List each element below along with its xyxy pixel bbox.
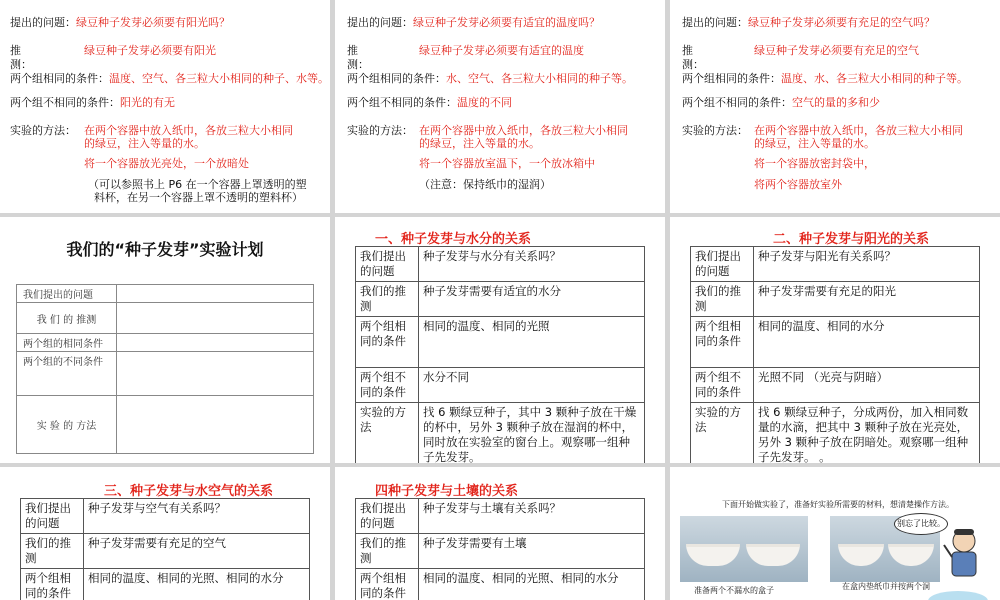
guess-text: 绿豆种子发芽必须要有阳光: [84, 44, 216, 57]
relation-table: [355, 246, 645, 463]
slide-water-relation: [335, 217, 665, 463]
question-row: 提出的问题：绿豆种子发芽必须要有充足的空气吗？: [682, 16, 935, 29]
plan-title: 我们的“种子发芽”实验计划: [66, 240, 264, 259]
row-value: 种子发芽需要有充足的阳光: [754, 282, 980, 317]
bowl-left: [838, 544, 884, 566]
row-label: 我们的推测: [356, 534, 419, 569]
relation-table: [355, 498, 645, 600]
relation-table: [20, 498, 310, 600]
row-label: 我们提出的问题: [691, 247, 754, 282]
plan-row-value: [117, 396, 314, 454]
row-value: 水分不同: [419, 368, 645, 403]
method-line-3: 将一个容器放光亮处，一个放暗处: [84, 157, 249, 170]
row-value: 种子发芽与空气有关系吗？: [84, 499, 310, 534]
row-label: 两个组相同的条件: [356, 569, 419, 600]
method-label: 实验的方法：: [682, 124, 748, 137]
method-line-1: 在两个容器中放入纸巾，各放三粒大小相同: [419, 124, 628, 137]
row-value: 相同的温度、相同的光照: [419, 317, 645, 368]
guess-label: 推测：: [347, 44, 369, 71]
row-value: 相同的温度、相同的光照、相同的水分: [84, 569, 310, 600]
row-label: 我们提出的问题: [356, 499, 419, 534]
method-line-1: 在两个容器中放入纸巾，各放三粒大小相同: [84, 124, 293, 137]
plan-row-value: [117, 285, 314, 303]
row-label: 实验的方法: [356, 403, 419, 464]
method-line-2: 的绿豆，注入等量的水。: [754, 137, 875, 150]
row-label: 实验的方法: [691, 403, 754, 464]
plan-row-label: 两个组的相同条件: [17, 334, 117, 352]
row-label: 我们提出的问题: [21, 499, 84, 534]
question-row: 提出的问题：绿豆种子发芽必须要有适宜的温度吗？: [347, 16, 600, 29]
method-line-2: 的绿豆，注入等量的水。: [84, 137, 205, 150]
diff-row: 两个组不相同的条件：阳光的有无: [10, 96, 175, 109]
row-label: 我们的推测: [21, 534, 84, 569]
water-shape: [928, 591, 988, 600]
row-value: 找 6 颗绿豆种子，分成两份，加入相同数量的水滴，把其中 3 颗种子放在光亮处，另外 3 颗种子放在阴暗处。观察哪一组种子先发芽。 。: [754, 403, 980, 464]
plan-row-value: [117, 303, 314, 334]
section-title: 二、种子发芽与阳光的关系: [773, 232, 930, 247]
row-value: 种子发芽与土壤有关系吗？: [419, 499, 645, 534]
method-label: 实验的方法：: [347, 124, 413, 137]
diff-row: 两个组不相同的条件：空气的量的多和少: [682, 96, 880, 109]
guess-label: 推测：: [682, 44, 704, 71]
row-value: 相同的温度、相同的水分: [754, 317, 980, 368]
bowl-right: [746, 544, 800, 566]
method-line-3: 将一个容器放室温下，一个放冰箱中: [419, 157, 595, 170]
row-label: 两个组相同的条件: [356, 317, 419, 368]
row-label: 两个组不同的条件: [691, 368, 754, 403]
method-line-3: 将一个容器放密封袋中，: [754, 157, 875, 170]
plan-row-label: 我们提出的问题: [17, 285, 117, 303]
plan-row-label: 两个组的不同条件: [17, 352, 117, 396]
row-value: 种子发芽需要有适宜的水分: [419, 282, 645, 317]
row-label: 两个组不同的条件: [356, 368, 419, 403]
row-value: 种子发芽与水分有关系吗？: [419, 247, 645, 282]
section-title: 四种子发芽与土壤的关系: [375, 484, 519, 499]
slide-air-relation: [0, 467, 330, 600]
guess-label: 推测：: [10, 44, 32, 71]
photo-boxes: [680, 516, 808, 582]
same-row: 两个组相同的条件：温度、空气、各三粒大小相同的种子、水等。: [10, 72, 329, 85]
speech-bubble: 别忘了比较。: [894, 513, 948, 535]
same-row: 两个组相同的条件：水、空气、各三粒大小相同的种子等。: [347, 72, 633, 85]
plan-row-label: 实 验 的 方法: [17, 396, 117, 454]
row-value: 光照不同 （光亮与阴暗）: [754, 368, 980, 403]
row-label: 我们的推测: [356, 282, 419, 317]
intro-text: 下面开始做实验了，准备好实验所需要的材料，想清楚操作方法。: [722, 500, 954, 509]
guess-text: 绿豆种子发芽必须要有充足的空气: [754, 44, 919, 57]
row-value: 种子发芽需要有土壤: [419, 534, 645, 569]
teacher-figure: [940, 527, 986, 583]
diff-row: 两个组不相同的条件：温度的不同: [347, 96, 512, 109]
method-line-2: 的绿豆，注入等量的水。: [419, 137, 540, 150]
slide-air-plan: [670, 0, 1000, 213]
guess-text: 绿豆种子发芽必须要有适宜的温度: [419, 44, 584, 57]
row-value: 种子发芽需要有充足的空气: [84, 534, 310, 569]
note-line-1: （注意：保持纸巾的湿润）: [419, 178, 551, 191]
slide-temperature-plan: [335, 0, 665, 213]
caption-2: 在盒内垫纸巾并按两个洞: [842, 582, 930, 591]
slide-sunlight-plan: [0, 0, 330, 213]
section-title: 三、种子发芽与水空气的关系: [104, 484, 274, 499]
bowl-right: [888, 544, 934, 566]
row-label: 两个组相同的条件: [21, 569, 84, 600]
row-label: 两个组相同的条件: [691, 317, 754, 368]
slide-soil-relation: [335, 467, 665, 600]
method-line-4: 将两个容器放室外: [754, 178, 842, 191]
question-row: 提出的问题：绿豆种子发芽必须要有阳光吗？: [10, 16, 230, 29]
same-row: 两个组相同的条件：温度、水、各三粒大小相同的种子等。: [682, 72, 968, 85]
caption-1: 准备两个不漏水的盒子: [694, 586, 774, 595]
note-line-2: 料杯，在另一个容器上罩不透明的塑料杯）: [94, 191, 303, 204]
slide-blank-plan: [0, 217, 330, 463]
slide-sunlight-relation: [670, 217, 1000, 463]
slide-experiment-photos: [670, 467, 1000, 600]
method-line-1: 在两个容器中放入纸巾，各放三粒大小相同: [754, 124, 963, 137]
bowl-left: [686, 544, 740, 566]
method-label: 实验的方法：: [10, 124, 76, 137]
note-line-1: （可以参照书上 P6 在一个容器上罩透明的塑: [88, 178, 307, 191]
plan-row-value: [117, 334, 314, 352]
plan-table: [16, 284, 314, 454]
plan-row-label: 我 们 的 推测: [17, 303, 117, 334]
plan-row-value: [117, 352, 314, 396]
row-value: 找 6 颗绿豆种子，其中 3 颗种子放在干燥的杯中，另外 3 颗种子放在湿润的杯中，同时放在实验室的窗台上。观察哪一组种子先发芽。: [419, 403, 645, 464]
row-value: 相同的温度、相同的光照、相同的水分: [419, 569, 645, 600]
section-title: 一、种子发芽与水分的关系: [375, 232, 532, 247]
row-label: 我们提出的问题: [356, 247, 419, 282]
relation-table: [690, 246, 980, 463]
row-label: 我们的推测: [691, 282, 754, 317]
row-value: 种子发芽与阳光有关系吗？: [754, 247, 980, 282]
